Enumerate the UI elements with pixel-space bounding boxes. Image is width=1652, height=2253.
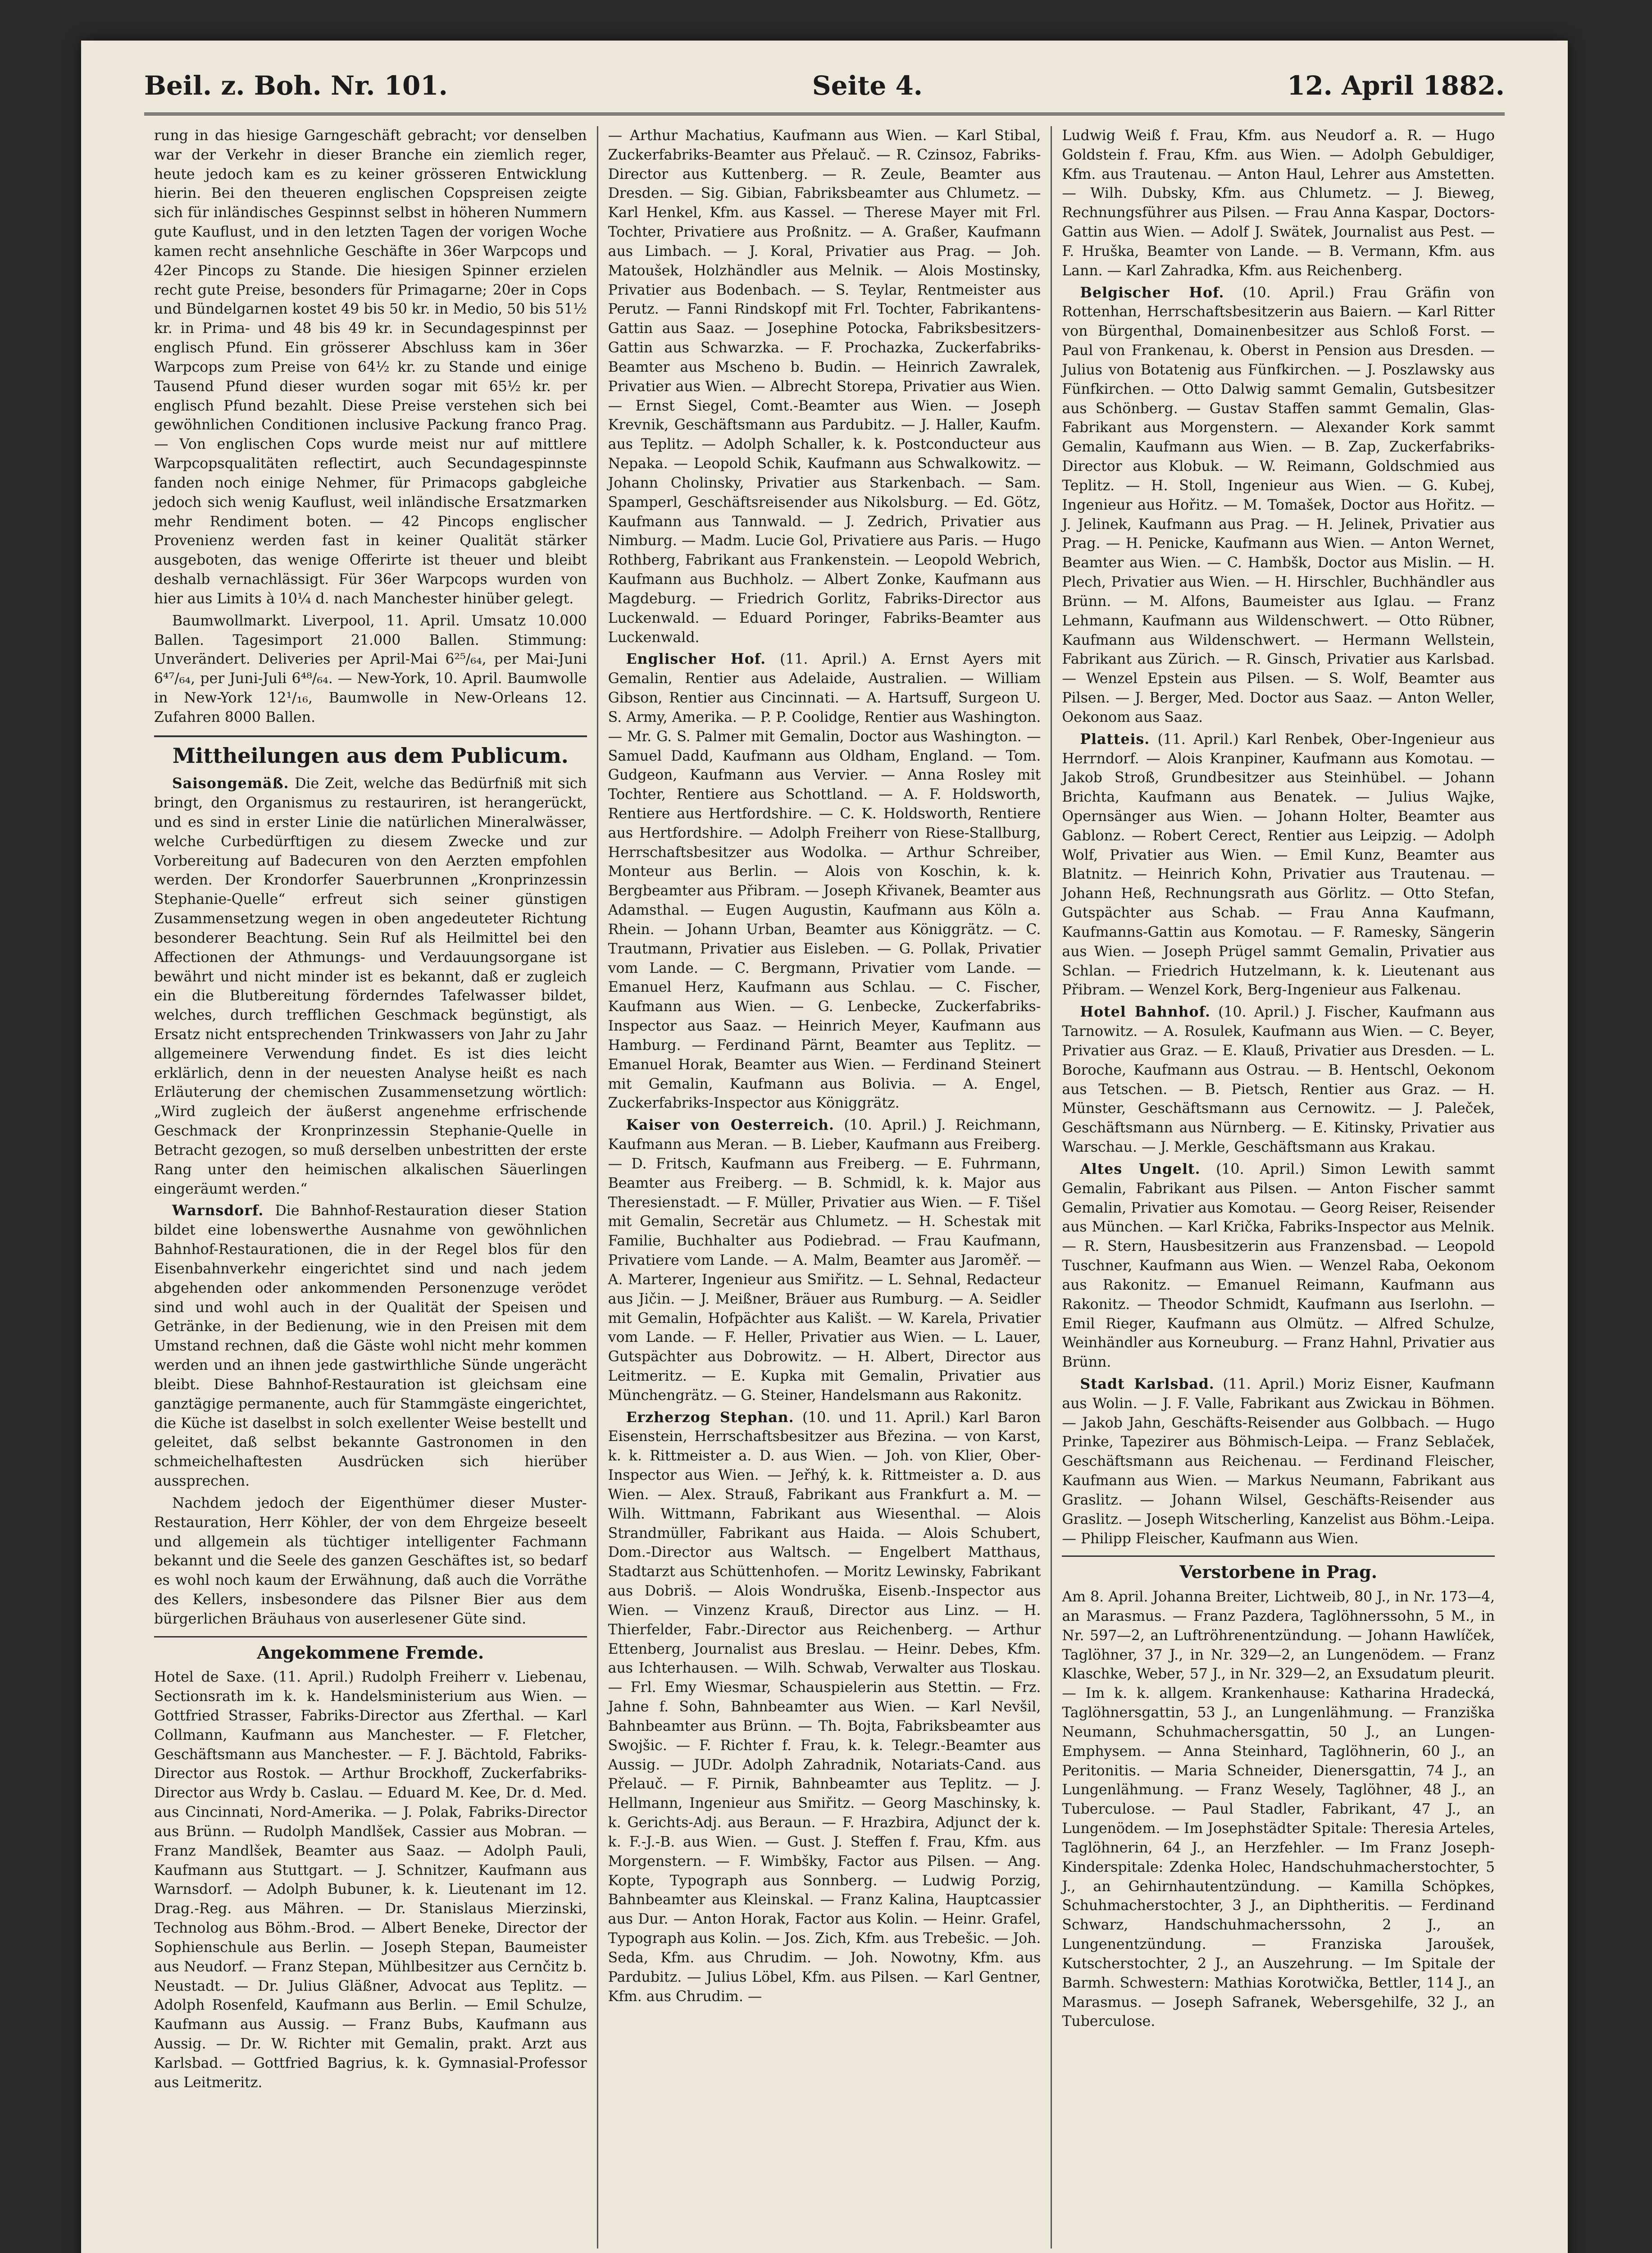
- article-lead-warnsdorf: Warnsdorf.: [172, 1202, 264, 1219]
- hotel-lead-platteis: Platteis.: [1080, 730, 1150, 748]
- arrivals-erzherzog: (10. und 11. April.) Karl Baron Eisenstein, Herrschaftsbesitzer aus Březina. — von Karst, k. k. Rittmeister a. D. aus Wien. — Joh. von Klier, Ober-Inspector aus Wien. — Jeřhý, k. k. Rittmeister a. D. aus Wien. — Alex. Strauß, Fabrikant aus Frankfurt a. M. — Wilh. Wittmann, Fabrikant aus Wiesenthal. — Alois Strandmüller, Fabrikant aus Haida. — Alois Schubert, Dom.-Director aus Waltsch. — Engelbert Matthaus, Stadtarzt aus Schüttenhofen. — Moritz Lewinsky, Fabrikant aus Dobriš. — Alois Wondruška, Eisenb.-Inspector aus Wien. — Vinzenz Krauß, Director aus Linz. — H. Thierfelder, Fabr.-Director aus Reichenberg. — Arthur Ettenberg, Journalist aus Breslau. — Heinr. Debes, Kfm. aus Ichterhausen. — Wilh. Schwab, Verwalter aus Tloskau. — Frl. Emy Wiesmar, Schauspielerin aus Stettin. — Frz. Jahne f. Sohn, Bahnbeamter aus Wien. — Karl Nevšil, Bahnbeamter aus Brünn. — Th. Bojta, Fabriksbeamter aus Swojšic. — F. Richter f. Frau, k. k. Telegr.-Beamter aus Aussig. — JUDr. Adolph Zahradnik, Notariats-Cand. aus Přelauč. — F. Pirnik, Bahnbeamter aus Teplitz. — J. Hellmann, Ingenieur aus Smiřitz. — Georg Maschinsky, k. k. Gerichts-Adj. aus Beraun. — F. Hrazbira, Adjunct der k. k. F.-J.-B. aus Wien. — Gust. J. Steffen f. Frau, Kfm. aus Morgenstern. — F. Wimbšky, Factor aus Pilsen. — Ang. Kopte, Typograph aus Sonnberg. — Ludwig Porzig, Bahnbeamter aus Kleinskal. — Franz Kalina, Hauptcassier aus Dur. — Anton Horak, Factor aus Kolin. — Heinr. Grafel, Typograph aus Kolin. — Jos. Zich, Kfm. aus Trebešic. — Joh. Seda, Kfm. aus Chrudim. — Joh. Nowotny, Kfm. aus Pardubitz. — Julius Löbel, Kfm. aus Pilsen. — Karl Gentner, Kfm. aus Chrudim. —: [608, 1409, 1041, 2005]
- column-2: [598, 126, 1052, 2248]
- header-supplement: Beil. z. Boh. Nr. 101.: [144, 70, 448, 101]
- hotel-lead-karlsbad: Stadt Karlsbad.: [1080, 1376, 1215, 1392]
- column-1: [144, 126, 598, 2248]
- arrivals-kaiser: (10. April.) J. Reichmann, Kaufmann aus Meran. — B. Lieber, Kaufmann aus Freiberg. — D. Fritsch, Kaufmann aus Freiberg. — E. Fuhrmann, Beamter aus Freiberg. — B. Schmidl, k. k. Major aus Theresienstadt. — F. Müller, Privatier aus Wien. — F. Tišel mit Gemalin, Secretär aus Chlumetz. — H. Schestak mit Familie, Buchhalter aus Podiebrad. — Frau Kaufmann, Privatiere vom Lande. — A. Malm, Beamter aus Jaroměř. — A. Marterer, Ingenieur aus Smiřitz. — L. Sehnal, Redacteur aus Jičin. — J. Meißner, Bräuer aus Rumburg. — A. Seidler mit Gemalin, Hofpächter aus Kališt. — W. Karela, Privatier vom Lande. — F. Heller, Privatier aus Wien. — L. Lauer, Gutspächter aus Dobrowitz. — H. Albert, Director aus Leitmeritz. — E. Kupka mit Gemalin, Privatier aus Münchengrätz. — G. Steiner, Handelsmann aus Rakonitz.: [608, 1117, 1041, 1404]
- cotton-market: Baumwollmarkt. Liverpool, 11. April. Umsatz 10.000 Ballen. Tagesimport 21.000 Ballen. Stimmung: Unverändert. Deliveries per April-Mai 6²⁵/₆₄, per Mai-Juni 6⁴⁷/₆₄, per Juni-Juli 6⁴⁸/₆₄. — New-York, 10. April. Baumwolle in New-York 12¹/₁₆, Baumwolle in New-Orleans 12. Zufahren 8000 Ballen.: [154, 612, 587, 725]
- columns: [144, 126, 1505, 2248]
- arrivals-hotel-saxe: Hotel de Saxe. (11. April.) Rudolph Freiherr v. Liebenau, Sectionsrath im k. k. Handelsministerium aus Wien. — Gottfried Strasser, Fabriks-Director aus Zferthal. — Karl Collmann, Kaufmann aus Manchester. — F. Fletcher, Geschäftsmann aus Manchester. — F. J. Bächtold, Fabriks-Director aus Rostok. — Arthur Brockhoff, Zuckerfabriks-Director aus Wrdy b. Caslau. — Eduard M. Kee, Dr. d. Med. aus Cincinnati, Nord-Amerika. — J. Polak, Fabriks-Director aus Brünn. — Rudolph Mandlšek, Cassier aus Mobran. — Franz Mandlšek, Beamter aus Saaz. — Adolph Pauli, Kaufmann aus Stuttgart. — J. Schnitzer, Kaufmann aus Warnsdorf. — Adolph Bubuner, k. k. Lieutenant im 12. Drag.-Reg. aus Mähren. — Dr. Stanislaus Mierzinski, Technolog aus Böhm.-Brod. — Albert Beneke, Director der Sophienschule aus Berlin. — Joseph Stepan, Baumeister aus Neudorf. — Franz Stepan, Mühlbesitzer aus Cernčitz b. Neustadt. — Dr. Julius Gläßner, Advocat aus Teplitz. — Adolph Rosenfeld, Kaufmann aus Berlin. — Emil Schulze, Kaufmann aus Aussig. — Franz Bubs, Kaufmann aus Aussig. — Dr. W. Richter mit Gemalin, prakt. Arzt aus Karlsbad. — Gottfried Bagrius, k. k. Gymnasial-Professor aus Leitmeritz.: [154, 1669, 587, 2091]
- hotel-lead-erzherzog: Erzherzog Stephan.: [626, 1409, 794, 1426]
- arrivals-platteis: (11. April.) Karl Renbek, Ober-Ingenieur aus Herrndorf. — Alois Kranpiner, Kaufmann aus Komotau. — Jakob Stroß, Grundbesitzer aus Steinhübel. — Johann Brichta, Kaufmann aus Benatek. — Julius Wajke, Opernsänger aus Wien. — Johann Holter, Beamter aus Gablonz. — Robert Cerect, Rentier aus Leipzig. — Adolph Wolf, Privatier aus Wien. — Emil Kunz, Beamter aus Blatnitz. — Heinrich Kohn, Privatier aus Trautenau. — Johann Heß, Rechnungsrath aus Görlitz. — Otto Stefan, Gutspächter aus Schab. — Frau Anna Kaufmann, Kaufmanns-Gattin aus Komotau. — F. Ramesky, Sängerin aus Wien. — Joseph Prügel sammt Gemalin, Privatier aus Schlan. — Friedrich Hutzelmann, k. k. Lieutenant aus Přibram. — Wenzel Kork, Berg-Ingenieur aus Falkenau.: [1062, 731, 1495, 999]
- arrivals-belgischer-hof: (10. April.) Frau Gräfin von Rottenhan, Herrschaftsbesitzerin aus Baiern. — Karl Ritter von Bürgenthal, Domainenbesitzer aus Schloß Forst. — Paul von Frankenau, k. Oberst in Pension aus Dresden. — Julius von Botatenig aus Fünfkirchen. — J. Poszlawsky aus Fünfkirchen. — Otto Dalwig sammt Gemalin, Gutsbesitzer aus Schönberg. — Gustav Staffen sammt Gemalin, Glas-Fabrikant aus Morgenstern. — Alexander Kork sammt Gemalin, Kaufmann aus Wien. — B. Zap, Zuckerfabriks-Director aus Klobuk. — W. Reimann, Goldschmied aus Teplitz. — H. Stoll, Ingenieur aus Wien. — G. Kubej, Ingenieur aus Hořitz. — M. Tomašek, Doctor aus Hořitz. — J. Jelinek, Kaufmann aus Prag. — H. Jelinek, Privatier aus Prag. — H. Penicke, Kaufmann aus Wien. — Anton Wernet, Beamter aus Wien. — C. Hambšk, Doctor aus Mislin. — H. Plech, Privatier aus Wien. — H. Hirschler, Buchhändler aus Brünn. — M. Alfons, Baumeister aus Iglau. — Franz Lehmann, Kaufmann aus Wildenschwert. — Otto Rübner, Kaufmann aus Wildenschwert. — Hermann Wellstein, Fabrikant aus Zürich. — R. Ginsch, Privatier aus Karlsbad. — Wenzel Epstein aus Pilsen. — S. Wolf, Beamter aus Pilsen. — J. Berger, Med. Doctor aus Saaz. — Anton Weller, Oekonom aus Saaz.: [1062, 284, 1495, 725]
- section-heading-arrivals: Angekommene Fremde.: [154, 1636, 587, 1665]
- section-heading-deaths: Verstorbene in Prag.: [1062, 1555, 1495, 1584]
- arrivals-cont: — Arthur Machatius, Kaufmann aus Wien. — Karl Stibal, Zuckerfabriks-Beamter aus Přelauč. — R. Czinsoz, Fabriks-Director aus Kuttenberg. — R. Zeule, Beamter aus Dresden. — Sig. Gibian, Fabriksbeamter aus Chlumetz. — Karl Henkel, Kfm. aus Kassel. — Therese Mayer mit Frl. Tochter, Privatiere aus Proßnitz. — A. Graßer, Kaufmann aus Limbach. — J. Koral, Privatier aus Prag. — Joh. Matoušek, Holzhändler aus Melnik. — Alois Mostinsky, Privatier aus Bodenbach. — S. Teylar, Rentmeister aus Perutz. — Fanni Rindskopf mit Frl. Tochter, Fabrikantens-Gattin aus Saaz. — Josephine Potocka, Fabriksbesitzers-Gattin aus Schwarzka. — F. Prochazka, Zuckerfabriks-Beamter aus Mscheno b. Budin. — Heinrich Zawralek, Privatier aus Wien. — Albrecht Storepa, Privatier aus Wien. — Ernst Siegel, Comt.-Beamter aus Wien. — Joseph Krevnik, Geschäftsmann aus Pardubitz. — J. Haller, Kaufm. aus Teplitz. — Adolph Schaller, k. k. Postconducteur aus Nepaka. — Leopold Schik, Kaufmann aus Schwalkowitz. — Johann Cholinsky, Privatier aus Starkenbach. — Sam. Spamperl, Geschäftsreisender aus Nikolsburg. — Ed. Götz, Kaufmann aus Tannwald. — J. Zedrich, Privatier aus Nimburg. — Madm. Lucie Gol, Privatiere aus Paris. — Hugo Rothberg, Fabrikant aus Frankenstein. — Leopold Webrich, Kaufmann aus Buchholz. — Albert Zonke, Kaufmann aus Magdeburg. — Friedrich Gorlitz, Fabriks-Director aus Luckenwald. — Eduard Poringer, Fabriks-Beamter aus Luckenwald.: [608, 128, 1041, 646]
- article-lead-saison: Saisongemäß.: [172, 775, 289, 792]
- header-page-number: Seite 4.: [812, 70, 923, 101]
- page-header: [144, 59, 1505, 115]
- hotel-lead-english: Englischer Hof.: [626, 651, 766, 668]
- arrivals-cont-3: Ludwig Weiß f. Frau, Kfm. aus Neudorf a. R. — Hugo Goldstein f. Frau, Kfm. aus Wien. — Adolph Gebuldiger, Kfm. aus Trautenau. — Anton Haul, Lehrer aus Amstetten. — Wilh. Dubsky, Kfm. aus Chlumetz. — J. Bieweg, Rechnungsführer aus Pilsen. — Frau Anna Kaspar, Doctors-Gattin aus Wien. — Adolf J. Swätek, Journalist aus Pest. — F. Hruška, Beamter von Lande. — B. Vermann, Kfm. aus Lann. — Karl Zahradka, Kfm. aus Reichenberg.: [1062, 128, 1495, 279]
- hotel-lead-ungelt: Altes Ungelt.: [1080, 1160, 1201, 1177]
- market-report: rung in das hiesige Garngeschäft gebracht; vor denselben war der Verkehr in dieser Branche ein ziemlich reger, heute jedoch kam es zu keiner grösseren Entwicklung hierin. Bei den theueren englischen Copspreisen zeigte sich für inländisches Gespinnst selbst in höheren Nummern gute Kauflust, und in den letzten Tagen der vorigen Woche kamen recht ansehnliche Geschäfte in 36er Warpcops und 42er Pincops zu Stande. Die hiesigen Spinner erzielen recht gute Preise, besonders für Primagarne; 20er in Cops und Bündelgarnen kostet 49 bis 50 kr. in Medio, 50 bis 51½ kr. in Prima- und 48 bis 49 kr. in Secundagespinnst per englisch Pfund. Ein grösserer Abschluss kam in 36er Warpcops zum Preise von 64½ kr. zu Stande und einige Tausend Pfund dieser wurden sogar mit 65½ kr. per englisch Pfund bezahlt. Diese Preise verstehen sich bei gewöhnlichen Conditionen inclusive Packung franco Prag. — Von englischen Cops wurde meist nur auf mittlere Warpcopsqualitäten reflectirt, auch Secundagespinnste fanden noch einige Nehmer, für Primacops gabgleiche jedoch sich wenig Kauflust, weil inländische Ersatzmarken mehr Rendiment boten. — 42 Pincops englischer Provenienz werden fast in keiner Qualität stärker ausgeboten, das wenige Offerirte ist theuer und bleibt deshalb vernachlässigt. Für 36er Warpcops wurden von hier aus Limits à 10¼ d. nach Manchester hinüber gelegt.: [154, 128, 587, 607]
- arrivals-bahnhof: (10. April.) J. Fischer, Kaufmann aus Tarnowitz. — A. Rosulek, Kaufmann aus Wien. — C. Beyer, Privatier aus Graz. — E. Klauß, Privatier aus Dresden. — L. Boroche, Kaufmann aus Ostrau. — B. Hentschl, Oekonom aus Tetschen. — B. Pietsch, Rentier aus Graz. — H. Münster, Geschäftsmann aus Cernowitz. — J. Paleček, Geschäftsmann aus Nürnberg. — E. Kitinsky, Privatier aus Warschau. — J. Merkle, Geschäftsmann aus Krakau.: [1062, 1004, 1495, 1156]
- arrivals-english-hof: (11. April.) A. Ernst Ayers mit Gemalin, Rentier aus Adelaide, Australien. — William Gibson, Rentier aus Cincinnati. — A. Hartsuff, Surgeon U. S. Army, Amerika. — P. P. Coolidge, Rentier aus Washington. — Mr. G. S. Palmer mit Gemalin, Doctor aus Washington. — Samuel Dadd, Kaufmann aus Oldham, England. — Tom. Gudgeon, Kaufmann aus Vervier. — Anna Rosley mit Tochter, Rentiere aus Schottland. — A. F. Holdsworth, Rentiere aus Hertfordshire. — C. K. Holdsworth, Rentiere aus Hertfordshire. — Adolph Freiherr von Riese-Stallburg, Herrschaftsbesitzer aus Wodolka. — Arthur Schreiber, Monteur aus Berlin. — Alois von Koschin, k. k. Bergbeamter aus Přibram. — Joseph Křivanek, Beamter aus Adamsthal. — Eugen Augustin, Kaufmann aus Köln a. Rhein. — Johann Urban, Beamter aus Königgrätz. — C. Trautmann, Privatier aus Eisleben. — G. Pollak, Privatier vom Lande. — C. Bergmann, Privatier vom Lande. — Emanuel Herz, Kaufmann aus Schlau. — C. Fischer, Kaufmann aus Wien. — G. Lenbecke, Zuckerfabriks-Inspector aus Saaz. — Heinrich Meyer, Kaufmann aus Hamburg. — Ferdinand Pärnt, Beamter aus Teplitz. — Emanuel Horak, Beamter aus Wien. — Ferdinand Steinert mit Gemalin, Kaufmann aus Bolivia. — A. Engel, Zuckerfabriks-Inspector aus Königgrätz.: [608, 651, 1041, 1112]
- arrivals-ungelt: (10. April.) Simon Lewith sammt Gemalin, Fabrikant aus Pilsen. — Anton Fischer sammt Gemalin, Privatier aus Komotau. — Georg Reiser, Reisender aus München. — Karl Krička, Fabriks-Inspector aus Melnik. — R. Stern, Hausbesitzerin aus Franzensbad. — Leopold Tuschner, Kaufmann aus Wien. — Wenzel Raba, Oekonom aus Rakonitz. — Emanuel Reimann, Kaufmann aus Rakonitz. — Theodor Schmidt, Kaufmann aus Iserlohn. — Emil Rieger, Kaufmann aus Olmütz. — Alfred Schulze, Weinhändler aus Korneuburg. — Franz Hahnl, Privatier aus Brünn.: [1062, 1161, 1495, 1371]
- header-date: 12. April 1882.: [1287, 70, 1505, 101]
- column-3: [1052, 126, 1505, 2248]
- hotel-lead-bahnhof: Hotel Bahnhof.: [1080, 1003, 1211, 1021]
- article-saison: Die Zeit, welche das Bedürfniß mit sich bringt, den Organismus zu restauriren, ist herangerückt, und es sind in erster Linie die natürlichen Mineralwässer, welche Curbedürftigen zu diesem Zwecke und zur Vorbereitung auf Badecuren von den Aerzten empfohlen werden. Der Krondorfer Sauerbrunnen „Kronprinzessin Stephanie-Quelle“ erfreut sich seiner günstigen Zusammensetzung wegen in oben angedeuteter Richtung besonderer Beachtung. Sein Ruf als Heilmittel bei den Affectionen der Athmungs- und Verdauungsorgane ist bewährt und nicht minder ist es bekannt, daß er zugleich ein die Blutbereitung förderndes Tafelwasser bildet, welches, durch trefflichen Geschmack begünstigt, als Ersatz nicht entsprechenden Trinkwassers von Jahr zu Jahr allgemeinere Verwendung findet. Es ist dies leicht erklärlich, denn in der neuesten Analyse heißt es nach Erläuterung der chemischen Zusammensetzung wörtlich: „Wird zugleich der äußerst angenehme erfrischende Geschmack der Kronprinzessin Stephanie-Quelle in Betracht gezogen, so muß derselben unbestritten der erste Rang unter den heimischen alkalischen Säuerlingen eingeräumt werden.“: [154, 775, 587, 1197]
- article-warnsdorf: Die Bahnhof-Restauration dieser Station bildet eine lobenswerthe Ausnahme von gewöhnlichen Bahnhof-Restaurationen, die in der Regel blos für den Eisenbahnverkehr eingerichtet sind und nach jedem abgehenden oder ankommenden Personenzuge verödet sind und wohl auch in der Qualität der Speisen und Getränke, in der Bedienung, wie in den Preisen mit dem Umstand rechnen, daß die Gäste wohl nicht mehr kommen werden und an ihnen jede gastwirthliche Sünde ungerächt bleibt. Diese Bahnhof-Restauration ist gleichsam eine ganztägige permanente, auch für Stammgäste eingerichtet, die Küche ist daselbst in solch exellenter Weise bestellt und geleitet, daß selbst bekannte Gastronomen in den schmeichelhaftesten Ausdrücken sich hierüber aussprechen.: [154, 1203, 587, 1490]
- hotel-lead-belg: Belgischer Hof.: [1080, 284, 1224, 301]
- newspaper-page: [81, 41, 1568, 2253]
- article-warnsdorf-cont: Nachdem jedoch der Eigenthümer dieser Muster-Restauration, Herr Köhler, der von dem Ehrgeize beseelt und allgemein als tüchtiger intelligenter Fachmann bekannt und die Seele des ganzen Geschäftes ist, so bedarf es wohl noch kaum der Erwähnung, daß auch die Vorräthe des Kellers, insbesondere das Pilsner Bier aus dem bürgerlichen Bräuhaus von auserlesener Güte sind.: [154, 1495, 587, 1627]
- arrivals-karlsbad: (11. April.) Moriz Eisner, Kaufmann aus Wolin. — J. F. Valle, Fabrikant aus Zwickau in Böhmen. — Jakob Jahn, Geschäfts-Reisender aus Golbbach. — Hugo Prinke, Tapezirer aus Böhmisch-Leipa. — Franz Seblaček, Geschäftsmann aus Reichenau. — Ferdinand Fleischer, Kaufmann aus Wien. — Markus Neumann, Fabrikant aus Graslitz. — Johann Wilsel, Geschäfts-Reisender aus Graslitz. — Joseph Witscherling, Kanzelist aus Böhm.-Leipa. — Philipp Fleischer, Kaufmann aus Wien.: [1062, 1376, 1495, 1547]
- section-heading-publicum: Mittheilungen aus dem Publicum.: [154, 735, 587, 770]
- hotel-lead-kaiser: Kaiser von Oesterreich.: [626, 1117, 834, 1134]
- deaths-list: Am 8. April. Johanna Breiter, Lichtweib, 80 J., in Nr. 173—4, an Marasmus. — Franz Pazdera, Taglöhnerssohn, 5 M., in Nr. 597—2, an Luftröhrenentzündung. — Johann Hawlíček, Taglöhner, 37 J., in Nr. 329—2, an Lungenödem. — Franz Klaschke, Weber, 57 J., in Nr. 329—2, an Exsudatum pleurit. — Im k. k. allgem. Krankenhause: Katharina Hradecká, Taglöhnersgattin, 53 J., an Lungenlähmung. — Franziška Neumann, Schuhmachersgattin, 50 J., an Lungen-Emphysem. — Anna Steinhard, Taglöhnerin, 60 J., an Peritonitis. — Maria Schneider, Dienersgattin, 74 J., an Lungenlähmung. — Franz Wesely, Taglöhner, 48 J., an Tuberculose. — Paul Stadler, Fabrikant, 47 J., an Lungenödem. — Im Josephstädter Spitale: Theresia Arteles, Taglöhnerin, 64 J., an Herzfehler. — Im Franz Joseph-Kinderspitale: Zdenka Holec, Handschuhmacherstochter, 5 J., an Gehirnhautentzündung. — Kamilla Schöpkes, Schuhmacherstochter, 3 J., an Diphtheritis. — Ferdinand Schwarz, Handschuhmacherssohn, 2 J., an Lungenentzündung. — Franziska Jaroušek, Kutscherstochter, 2 J., an Auszehrung. — Im Spitale der Barmh. Schwestern: Mathias Korotwička, Bettler, 114 J., an Marasmus. — Joseph Safranek, Webersgehilfe, 32 J., an Tuberculose.: [1062, 1589, 1495, 2030]
